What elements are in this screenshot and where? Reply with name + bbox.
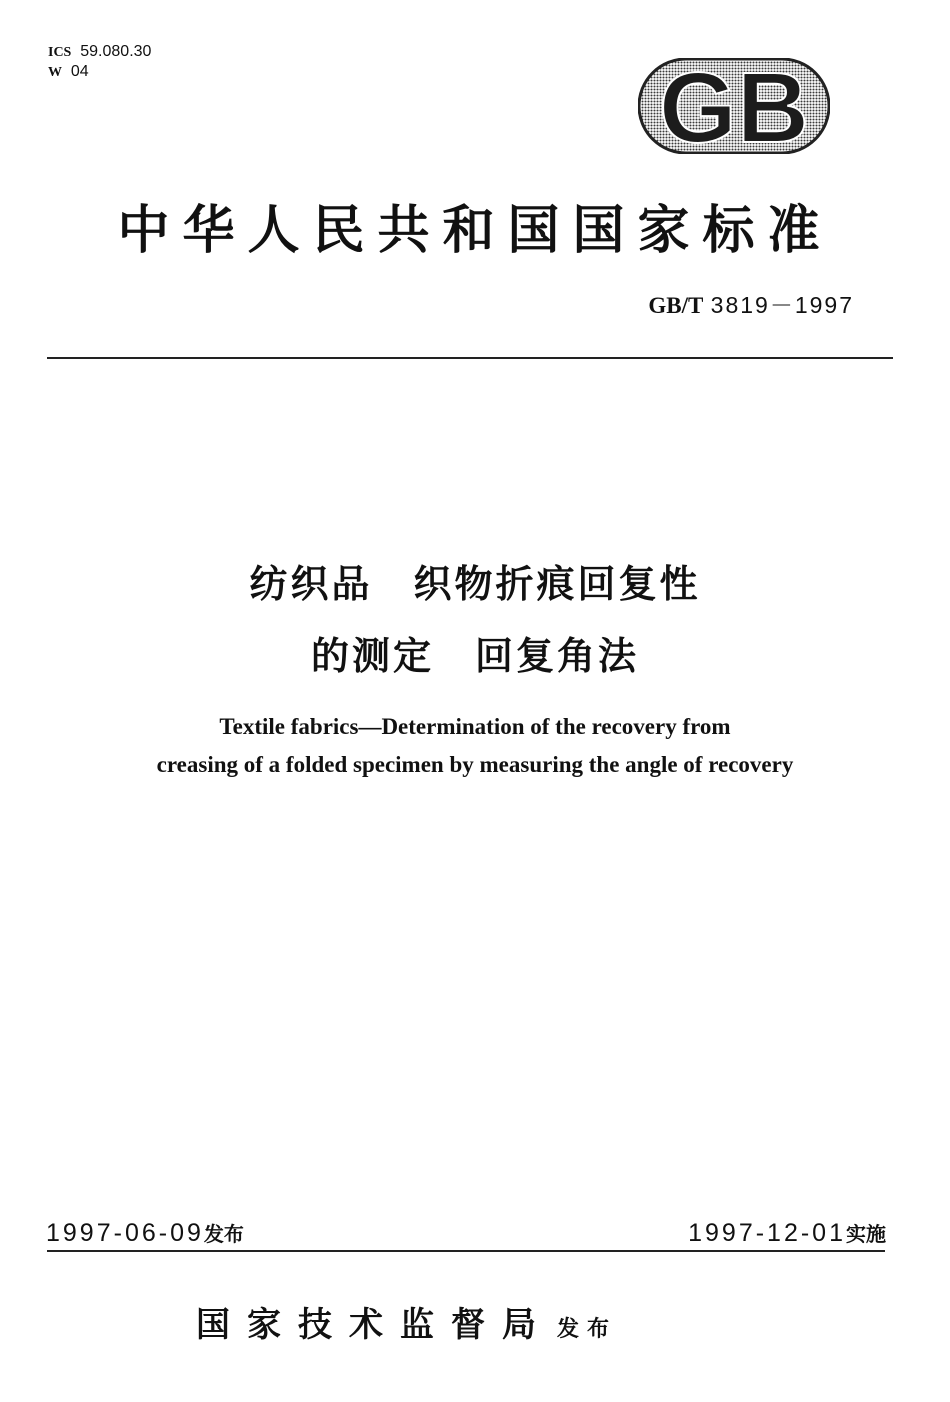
- implement-date-block: [688, 1218, 886, 1248]
- english-title-line-2: creasing of a folded specimen by measuring the angle of recovery: [156, 752, 794, 777]
- ics-line: [48, 42, 151, 62]
- ics-code: 59.080.30: [80, 43, 152, 60]
- issue-date-block: [46, 1218, 244, 1248]
- issuer-org: 国家技术监督局: [196, 1305, 553, 1345]
- english-title-line-1: Textile fabrics—Determination of the recovery from: [219, 714, 731, 739]
- ics-classification: [48, 42, 151, 82]
- w-label: W: [48, 65, 62, 80]
- standard-code: [648, 287, 854, 320]
- w-code: 04: [70, 63, 89, 80]
- issue-label: 发布: [203, 1222, 244, 1246]
- gb-logo: [638, 58, 830, 154]
- issuer-action: 发布: [557, 1317, 618, 1342]
- standard-code-prefix: GB/T: [648, 293, 704, 318]
- issue-date: 1997-06-09: [46, 1219, 204, 1247]
- implement-label: 实施: [846, 1222, 886, 1246]
- chinese-title-line-1: 纺织品 织物折痕回复性: [249, 562, 701, 606]
- standard-name: 中华人民共和国国家标准: [117, 200, 833, 261]
- issuer-block: [196, 1297, 617, 1346]
- standard-code-number: 3819－1997: [710, 292, 854, 318]
- implement-date: 1997-12-01: [688, 1219, 846, 1247]
- top-divider: [47, 357, 893, 359]
- bottom-divider: [47, 1250, 885, 1252]
- w-line: [48, 62, 151, 82]
- chinese-title-line-2: 的测定 回复角法: [310, 634, 639, 678]
- gb-logo-text: GB: [659, 58, 809, 154]
- ics-label: ICS: [48, 45, 72, 60]
